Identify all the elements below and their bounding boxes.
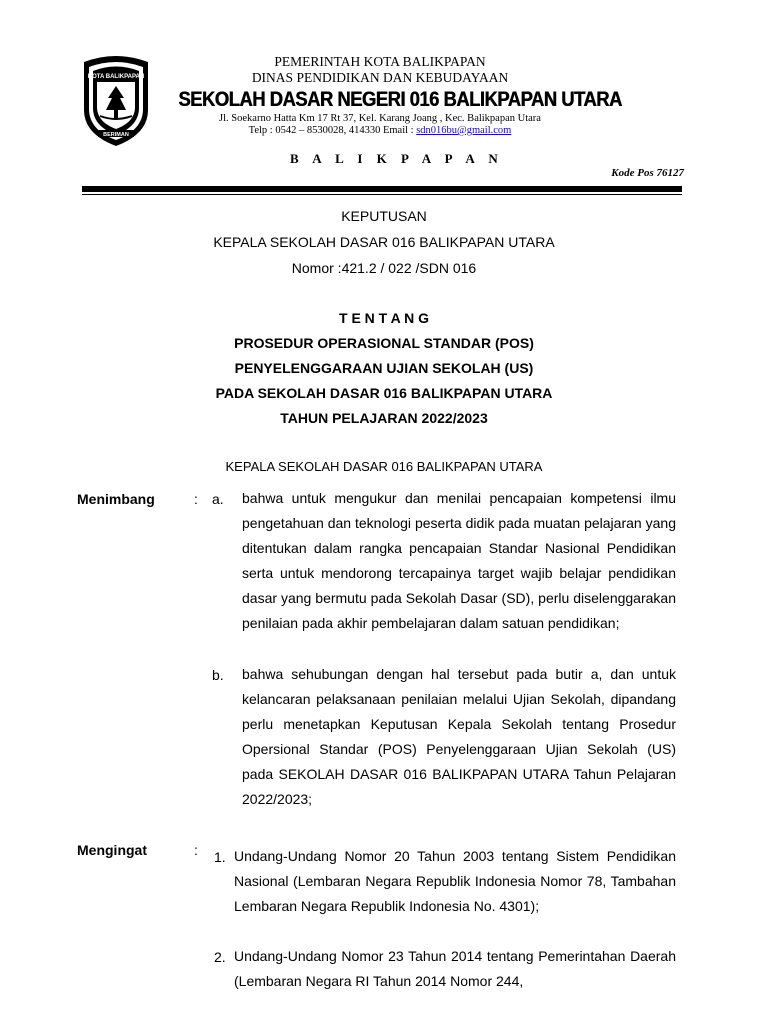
logo-text-top: KOTA BALIKPAPAN — [87, 74, 145, 80]
decree-about: T E N T A N G — [339, 310, 429, 326]
decree-subject-line: PADA SEKOLAH DASAR 016 BALIKPAPAN UTARA — [215, 385, 553, 401]
decree-authority: KEPALA SEKOLAH DASAR 016 BALIKPAPAN UTARA — [225, 459, 543, 474]
decree-subject-line: TAHUN PELAJARAN 2022/2023 — [280, 410, 488, 426]
recalling-item-text: Undang-Undang Nomor 20 Tahun 2003 tentang Sistem Pendidikan Nasional (Lembaran Negara Republik Indonesia Nomor 78, Tambahan Lembaran Negara Republik Indonesia No. 4301); — [234, 848, 676, 914]
considering-item-text: bahwa untuk mengukur dan menilai pencapaian kompetensi ilmu pengetahuan dan teknologi peserta didik pada muatan pelajaran yang ditentukan dalam rangka pencapaian Standar Nasional Pendidikan serta untuk mendorong tercapainya target wajib belajar pendidikan dasar yang bermutu pada Sekolah Dasar (SD), perlu diselenggarakan penilaian pada akhir pembelajaran dalam satuan pendidikan; — [242, 490, 676, 631]
logo-text-bottom: BERIMAN — [103, 132, 129, 138]
decree-subject-line: PROSEDUR OPERASIONAL STANDAR (POS) — [234, 335, 534, 351]
school-name: SEKOLAH DASAR NEGERI 016 BALIKPAPAN UTARA — [178, 88, 622, 111]
school-address: Jl. Soekarno Hatta Km 17 Rt 37, Kel. Karang Joang , Kec. Balikpapan Utara — [219, 113, 541, 124]
decree-number: Nomor :421.2 / 022 /SDN 016 — [291, 260, 477, 276]
recalling-label: Mengingat — [77, 842, 147, 858]
decree-subject-line: PENYELENGGARAAN UJIAN SEKOLAH (US) — [234, 360, 534, 376]
phone-text: Telp : 0542 – 8530028, 414330 Email : — [248, 125, 417, 136]
considering-item-text: bahwa sehubungan dengan hal tersebut pada butir a, dan untuk kelancaran pelaksanaan penilaian melalui Ujian Sekolah, dipandang perlu menetapkan Keputusan Kepala Sekolah tentang Prosedur Opersional Standar (POS) Penyelenggaraan Ujian Sekolah (US) pada SEKOLAH DASAR 016 BALIKPAPAN UTARA Tahun Pelajaran 2022/2023; — [242, 666, 676, 807]
letterhead-divider-thin — [82, 194, 682, 195]
considering-item-marker: b. — [212, 667, 224, 683]
department-name: DINAS PENDIDIKAN DAN KEBUDAYAAN — [251, 70, 509, 85]
recalling-colon: : — [194, 842, 198, 858]
email-link[interactable]: sdn016bu@gmail.com — [416, 125, 512, 136]
considering-colon: : — [194, 491, 198, 507]
decree-title: KEPUTUSAN — [341, 208, 427, 224]
recalling-item-marker: 2. — [214, 949, 226, 965]
postal-code: Kode Pos 76127 — [611, 167, 684, 179]
letterhead-divider-thick — [82, 186, 682, 192]
school-contact — [140, 125, 620, 136]
recalling-item-text: Undang-Undang Nomor 23 Tahun 2014 tentang Pemerintahan Daerah (Lembaran Negara RI Tahun 2014 Nomor 244, — [234, 948, 676, 989]
considering-item-marker: a. — [212, 491, 224, 507]
city-name: B A L I K P A P A N — [290, 151, 504, 166]
recalling-item-marker: 1. — [214, 849, 226, 865]
decree-issuer: KEPALA SEKOLAH DASAR 016 BALIKPAPAN UTARA — [213, 234, 555, 250]
government-name: PEMERINTAH KOTA BALIKPAPAN — [274, 54, 486, 69]
considering-label: Menimbang — [77, 491, 155, 507]
